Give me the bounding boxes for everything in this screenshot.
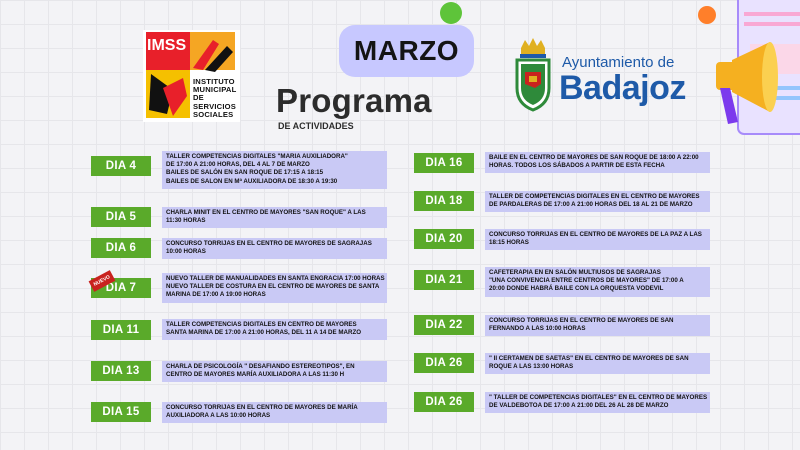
- day-badge: DIA 13: [91, 361, 151, 381]
- day-badge: DIA 16: [414, 153, 474, 173]
- day-badge: DIA 4: [91, 156, 151, 176]
- day-badge: DIA 6: [91, 238, 151, 258]
- activity-description: " TALLER DE COMPETENCIAS DIGITALES" EN EL CENTRO DE MAYORES DE VALDEBOTOA DE 17:00 A 21:00 DEL 26 AL 28 DE MARZO: [485, 392, 710, 413]
- megaphone-icon: [706, 0, 800, 136]
- activity-description: CONCURSO TORRIJAS EN EL CENTRO DE MAYORES DE SAGRAJAS 10:00 HORAS: [162, 238, 387, 259]
- decorative-dot: [440, 2, 462, 24]
- activity-description: CAFETERAPIA EN EN SALÓN MULTIUSOS DE SAGRAJAS "UNA CONVIVENCIA ENTRE CENTROS DE MAYORES" DE 17:00 A 20:00 DONDE HABRÁ BAILE CON LA ORQUESTA VODEVIL: [485, 267, 710, 297]
- activity-description: NUEVO TALLER DE MANUALIDADES EN SANTA ENGRACIA 17:00 HORAS NUEVO TALLER DE COSTURA EN EL CENTRO DE MAYORES DE SANTA MARINA DE 17:00 A 19:00 HORAS: [162, 273, 387, 303]
- new-tag: NUEVO: [89, 270, 116, 292]
- activity-description: " II CERTAMEN DE SAETAS" EN EL CENTRO DE MAYORES DE SAN ROQUE A LAS 13:00 HORAS: [485, 353, 710, 374]
- activity-description: TALLER DE COMPETENCIAS DIGITALES EN EL CENTRO DE MAYORES DE PARDALERAS DE 17:00 A 21:00 HORAS DEL 18 AL 21 DE MARZO: [485, 191, 710, 212]
- badajoz-coat-of-arms: [513, 38, 553, 112]
- activity-description: CONCURSO TORRIJAS EN EL CENTRO DE MAYORES DE MARÍA AUXILIADORA A LAS 10:00 HORAS: [162, 402, 387, 423]
- imss-acronym: IMSS: [147, 37, 187, 54]
- imss-logo: [143, 30, 240, 122]
- activity-description: BAILE EN EL CENTRO DE MAYORES DE SAN ROQUE DE 18:00 A 22:00 HORAS. TODOS LOS SÁBADOS A PARTIR DE ESTA FECHA: [485, 152, 710, 173]
- activity-description: CHARLA DE PSICOLOGÍA " DESAFIANDO ESTEREOTIPOS", EN CENTRO DE MAYORES MARÍA AUXILIADORA A LAS 11:30 H: [162, 361, 387, 382]
- activity-description: CONCURSO TORRIJAS EN EL CENTRO DE MAYORES DE LA PAZ A LAS 18:15 HORAS: [485, 229, 710, 250]
- imss-logo-text: INSTITUTO MUNICIPAL DE SERVICIOS SOCIALES: [193, 77, 237, 119]
- page-subtitle: DE ACTIVIDADES: [278, 121, 354, 131]
- day-badge: DIA 20: [414, 229, 474, 249]
- month-badge: MARZO: [339, 25, 474, 77]
- day-badge: DIA 26: [414, 353, 474, 373]
- day-badge: DIA 26: [414, 392, 474, 412]
- day-badge: DIA 7: [91, 278, 151, 298]
- activity-description: TALLER COMPETENCIAS DIGITALES EN CENTRO DE MAYORES SANTA MARINA DE 17:00 A 21:00 HORAS, DEL 11 A 14 DE MARZO: [162, 319, 387, 340]
- day-badge: DIA 22: [414, 315, 474, 335]
- day-badge: DIA 5: [91, 207, 151, 227]
- activity-description: CHARLA MINIT EN EL CENTRO DE MAYORES "SAN ROQUE" A LAS 11:30 HORAS: [162, 207, 387, 228]
- activity-description: TALLER COMPETENCIAS DIGITALES "MARIA AUXILIADORA" DE 17:00 A 21:00 HORAS, DEL 4 AL 7 DE MARZO BAILES DE SALÓN EN SAN ROQUE DE 17:15 A 18:15 BAILES DE SALON EN Mª AUXILIADORA DE 18:30 A 19:30: [162, 151, 387, 189]
- day-badge: DIA 15: [91, 402, 151, 422]
- activity-description: CONCURSO TORRIJAS EN EL CENTRO DE MAYORES DE SAN FERNANDO A LAS 10:00 HORAS: [485, 315, 710, 336]
- ayuntamiento-label: Ayuntamiento de: [562, 54, 675, 71]
- day-badge: DIA 21: [414, 270, 474, 290]
- day-badge: DIA 18: [414, 191, 474, 211]
- page-title: Programa: [276, 82, 432, 119]
- day-badge: DIA 11: [91, 320, 151, 340]
- ayuntamiento-city: Badajoz: [559, 69, 686, 107]
